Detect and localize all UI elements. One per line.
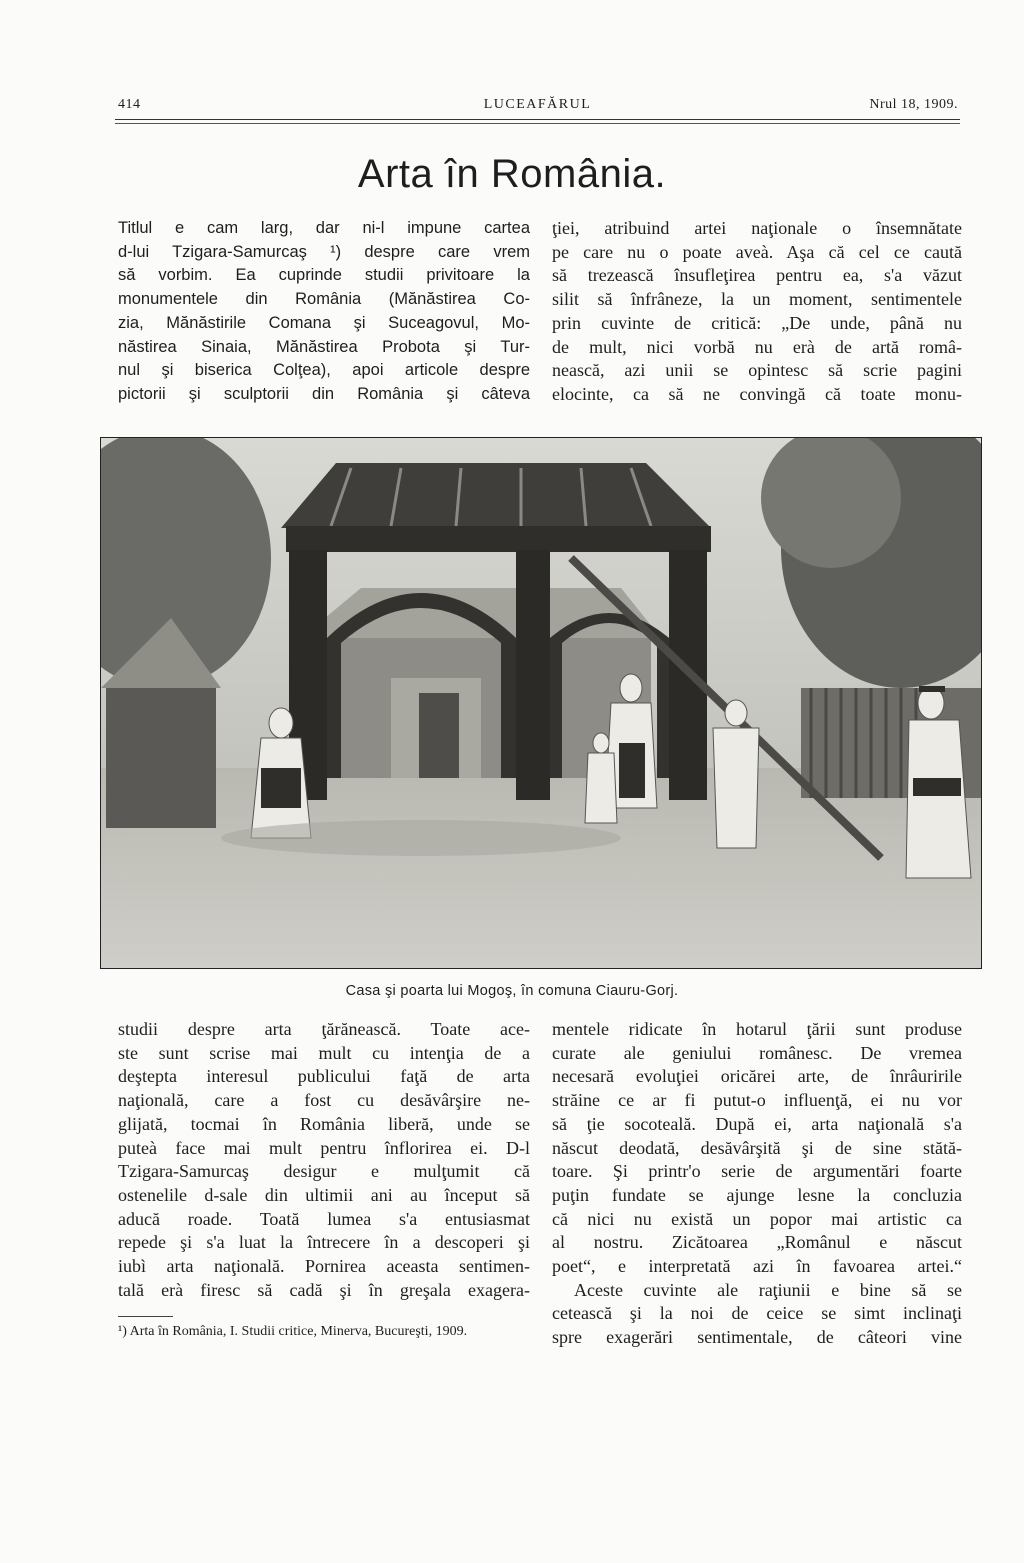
running-header — [115, 97, 960, 119]
text-line: Tzigara-Samurcaş desigur e mulţumit că — [118, 1161, 530, 1182]
footnote-rule — [118, 1316, 173, 1317]
text-line: nul şi biserica Colţea), apoi articole despre — [118, 361, 530, 380]
column-4 — [552, 1018, 962, 1350]
header-rule-double — [115, 123, 960, 124]
photograph-gate — [100, 437, 982, 969]
gate-beam — [286, 526, 711, 552]
text-line: să ţie socoteală. După ei, arta naţională s'a — [552, 1113, 962, 1134]
text-line: ostenelile d-sale din ultimii ani au început să — [118, 1184, 530, 1205]
text-line: repede şi s'a luat la întrecere în a descoperi şi — [118, 1232, 530, 1253]
text-line: glijată, tocmai în România liberă, unde se — [118, 1113, 530, 1134]
text-line: d-lui Tzigara-Samurcaş ¹) despre care vrem — [118, 242, 530, 261]
text-line: tală erà firesc să cadă şi în greşala exagera- — [118, 1279, 530, 1300]
text-line: năstirea Sinaia, Mănăstirea Probota şi Tur- — [118, 337, 530, 356]
column-3 — [118, 1018, 530, 1302]
text-line: toare. Şi printr'o serie de argumentări foarte — [552, 1161, 962, 1182]
issue-number: Nrul 18, 1909. — [869, 97, 958, 112]
text-line: necesară evoluţiei oricărei arte, de înrâuririle — [552, 1066, 962, 1087]
column-1 — [118, 217, 530, 407]
text-line: cetească şi la noi de ceice se simt inclinaţi — [552, 1303, 962, 1324]
text-line: naţională, care a fost cu desăvârşire ne- — [118, 1090, 530, 1111]
text-line: născut deodată, desăvârşită şi de sine stătă- — [552, 1137, 962, 1158]
gate-illustration — [101, 438, 981, 968]
text-line: monumentele din România (Mănăstirea Co- — [118, 290, 530, 309]
text-line: mentele ridicate în hotarul ţării sunt produse — [552, 1019, 962, 1039]
gate-post-middle — [516, 550, 550, 800]
text-line: deştepta interesul publicului faţă de arta — [118, 1066, 530, 1087]
text-line: studii despre arta ţărănească. Toate ace- — [118, 1019, 530, 1039]
text-line: că nici nu există un popor mai artistic ca — [552, 1208, 962, 1229]
text-line: de mult, nici vorbă nu erà de artă româ- — [552, 336, 962, 357]
column-2 — [552, 217, 962, 407]
text-line: silit să înfrâneze, la un moment, sentimentele — [552, 289, 962, 310]
magazine-name: LUCEAFĂRUL — [483, 97, 592, 112]
text-line: al nostru. Zicătoarea „Românul e născut — [552, 1232, 962, 1253]
text-line: străine ce ar fi putut-o influenţă, ei nu vor — [552, 1090, 962, 1111]
text-line: prin cuvinte de critică: „De unde, până nu — [552, 312, 962, 333]
text-line: pictorii şi sculptorii din România şi câteva — [118, 384, 530, 403]
text-line: curate ale geniului românesc. De vremea — [552, 1042, 962, 1063]
text-line: Titlul e cam larg, dar ni-l impune cartea — [118, 219, 530, 237]
text-line: puţin fundate se ajunge lesne la concluzia — [552, 1184, 962, 1205]
photo-caption: Casa şi poarta lui Mogoş, în comuna Ciauru-Gorj. — [345, 983, 679, 999]
article-title: Arta în România. — [357, 152, 667, 196]
gate-roof — [281, 463, 711, 528]
footnote: ¹) Arta în România, I. Studii critice, Minerva, Bucureşti, 1909. — [118, 1324, 468, 1339]
text-line: ţiei, atribuind artei naţionale o însemnătate — [552, 218, 962, 238]
text-line: să vorbim. Ea cuprinde studii privitoare la — [118, 266, 530, 285]
text-line: Aceste cuvinte ale raţiunii e bine să se — [574, 1279, 962, 1300]
text-line: elocinte, ca să ne convingă că toate monu- — [552, 383, 962, 404]
text-line: nească, azi unii se opintesc să scrie pagini — [552, 360, 962, 381]
text-line: pe care nu o poate aveà. Aşa că cel ce caută — [552, 241, 962, 262]
page-number: 414 — [118, 97, 141, 112]
text-line: ste sunt scrise mai mult cu intenţia de a — [118, 1042, 530, 1063]
text-line: aducă roade. Toată lumea s'a entusiasmat — [118, 1208, 530, 1229]
text-line: să trezească însufleţirea pentru ea, s'a văzut — [552, 265, 962, 286]
text-line: zia, Mănăstirile Comana şi Suceagovul, Mo- — [118, 313, 530, 332]
header-rule — [115, 119, 960, 120]
text-line: iubì arta naţională. Pornirea aceasta sentimen- — [118, 1256, 530, 1277]
text-line: puteà face mai mult pentru înflorirea ei. D-l — [118, 1137, 530, 1158]
text-line: poet“, e interpretată azi în favoarea artei.“ — [552, 1256, 962, 1277]
text-line: spre exagerări sentimentale, de câteori vine — [552, 1327, 962, 1348]
